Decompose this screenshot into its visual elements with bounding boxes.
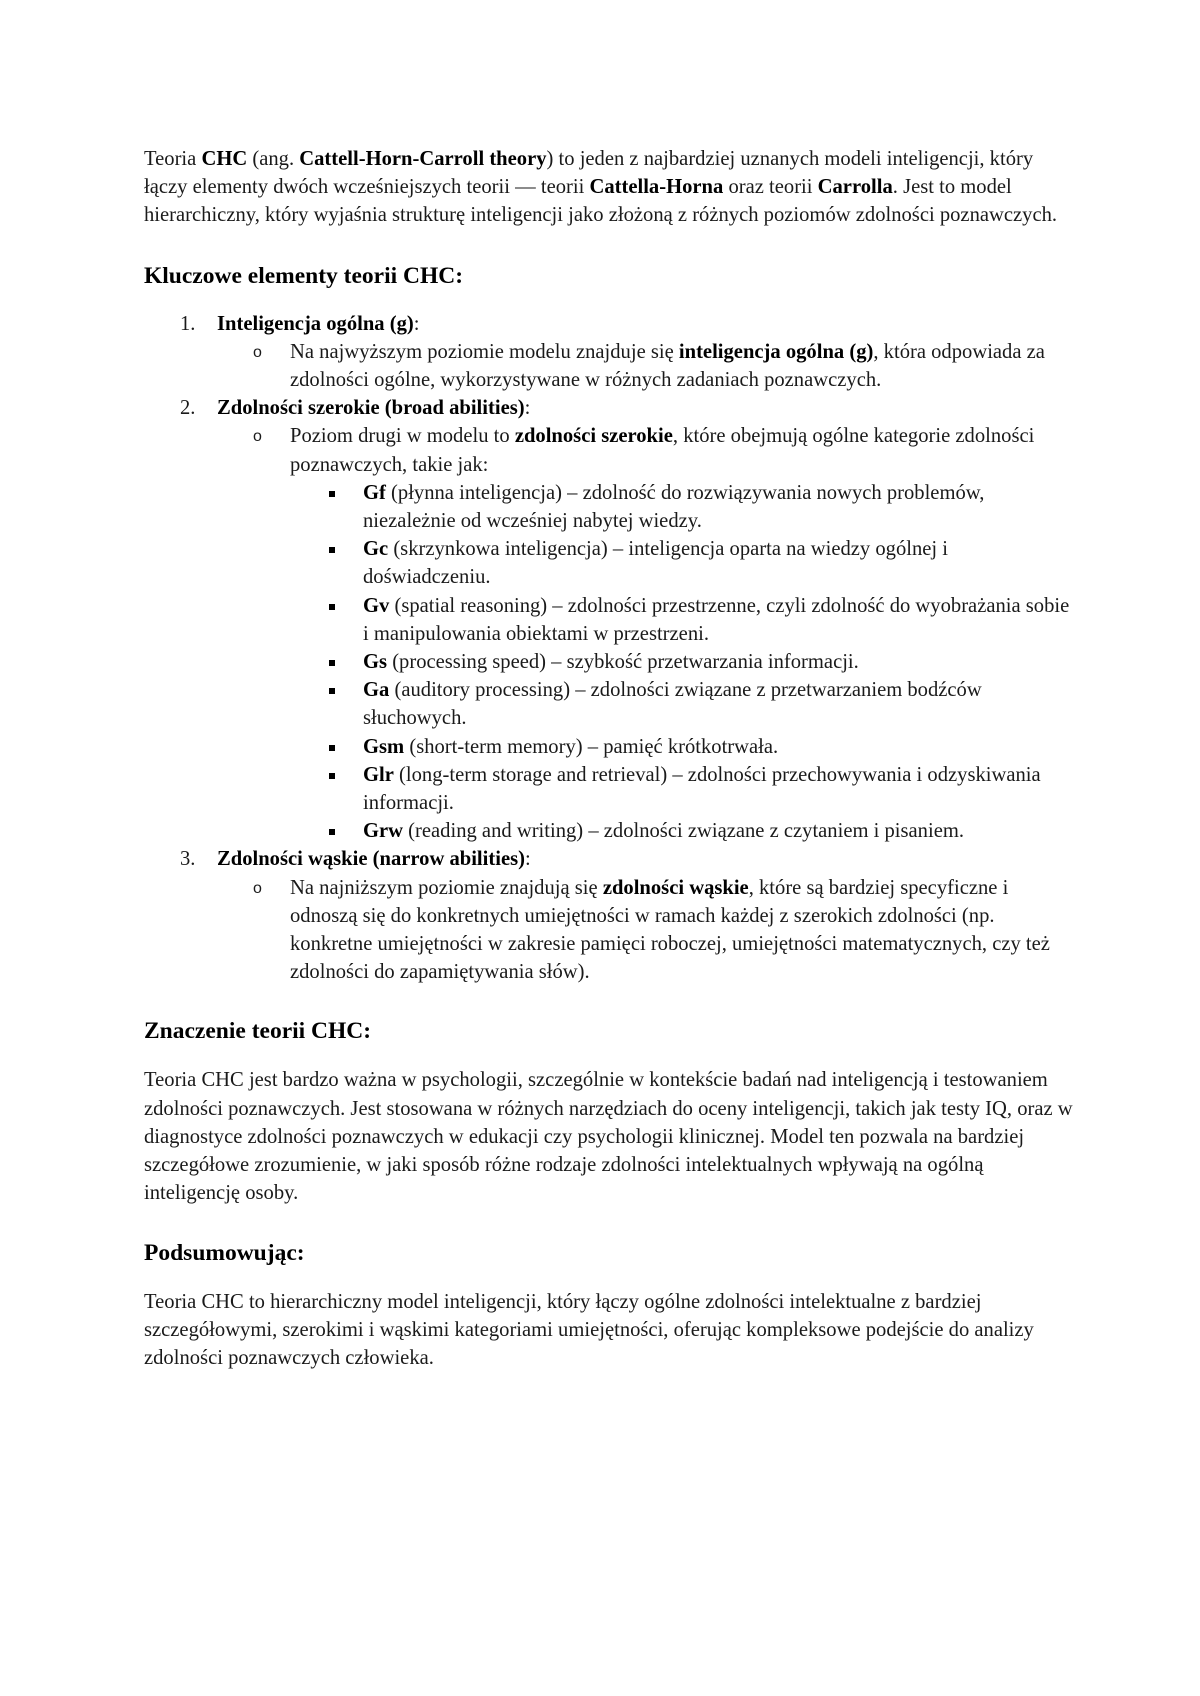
ability-abbr: Ga: [363, 679, 390, 702]
ability-item-ga: [144, 676, 1074, 732]
ability-abbr: Gf: [363, 481, 386, 504]
sub-item: [144, 422, 1074, 478]
list-number: 2.: [180, 397, 196, 420]
ability-item-gs: [144, 648, 1074, 676]
ability-item-glr: [144, 761, 1074, 817]
list-item-title: Zdolności szerokie (broad abilities): [217, 397, 525, 420]
section-heading-key-elements: Kluczowe elementy teorii CHC:: [144, 262, 464, 289]
list-number: 1.: [180, 312, 196, 335]
ability-abbr: Glr: [363, 763, 394, 786]
ability-text: (short-term memory) – pamięć krótkotrwała.: [404, 735, 779, 758]
intro-bold: Cattella-Horna: [589, 176, 724, 199]
sub-item: [144, 338, 1074, 394]
intro-text: Teoria: [144, 148, 202, 170]
ability-text: (płynna inteligencja) – zdolność do rozwiązywania nowych problemów, niezależnie od wcześniej nabytej wiedzy.: [363, 481, 985, 533]
intro-paragraph: [144, 145, 1074, 230]
intro-bold: Cattell-Horn-Carroll theory: [299, 148, 547, 170]
square-bullet-icon: [329, 491, 335, 497]
ability-text: (long-term storage and retrieval) – zdolności przechowywania i odzyskiwania informacji.: [363, 763, 1041, 815]
sub-item-text: Poziom drugi w modelu to: [290, 425, 515, 448]
section-heading-summary: Podsumowując:: [144, 1239, 305, 1266]
square-bullet-icon: [329, 829, 335, 835]
intro-text: (ang.: [247, 148, 300, 170]
ability-abbr: Gv: [363, 594, 390, 617]
ability-text: (spatial reasoning) – zdolności przestrzenne, czyli zdolność do wyobrażania sobie i manipulowania obiektami w przestrzeni.: [363, 594, 1070, 645]
ability-abbr: Gsm: [363, 735, 405, 758]
square-bullet-icon: [329, 688, 335, 694]
ability-text: (reading and writing) – zdolności związane z czytaniem i pisaniem.: [403, 820, 964, 843]
intro-text: ) to jeden z najbardziej uznanych modeli inteligencji, który łączy elementy dwóch wcześniejszych teorii — teorii: [144, 148, 1034, 199]
sub-item-text: , która odpowiada za zdolności ogólne, wykorzystywane w różnych zadaniach poznawczych.: [290, 340, 1045, 392]
ability-item-gsm: [144, 733, 1074, 761]
square-bullet-icon: [329, 660, 335, 666]
list-item-broad-abilities: [144, 394, 1074, 422]
intro-text: oraz teorii: [723, 176, 818, 199]
intro-text: . Jest to model hierarchiczny, który wyjaśnia strukturę inteligencji jako złożoną z różnych poziomów zdolności poznawczych.: [144, 176, 1058, 227]
sub-item-bold: zdolności szerokie: [514, 425, 673, 448]
sub-item-text: , które obejmują ogólne kategorie zdolności poznawczych, takie jak:: [290, 425, 1035, 476]
significance-paragraph: Teoria CHC jest bardzo ważna w psychologii, szczególnie w kontekście badań nad inteligencją i testowaniem zdolności poznawczych. Jest stosowana w różnych narzędziach do oceny inteligencji, takich jak testy IQ, oraz w diagnostyce zdolności poznawczych w edukacji czy psychologii klinicznej. Model ten pozwala na bardziej szczegółowe zrozumienie, w jaki sposób różne rodzaje zdolności intelektualnych wpływają na ogólną inteligencję osoby.: [144, 1069, 1073, 1205]
ability-abbr: Gs: [363, 651, 388, 674]
list-item-title: Inteligencja ogólna (g): [217, 312, 414, 335]
ability-item-gf: [144, 479, 1074, 535]
list-item-colon: :: [524, 848, 531, 871]
square-bullet-icon: [329, 604, 335, 610]
sub-item-bold: zdolności wąskie: [602, 876, 749, 899]
ability-item-grw: [144, 817, 1074, 845]
section-heading-significance: Znaczenie teorii CHC:: [144, 1018, 372, 1045]
list-number: 3.: [180, 848, 196, 871]
sub-item-text: Na najwyższym poziomie modelu znajduje się: [290, 340, 679, 363]
sub-item-text: , które są bardziej specyficzne i odnoszą się do konkretnych umiejętności w ramach każdej z szerokich zdolności (np. konkretne umiejętności w zakresie pamięci roboczej, umiejętności matematycznych, czy też zdolności do zapamiętywania słów).: [290, 876, 1050, 984]
square-bullet-icon: [329, 547, 335, 553]
list-item-colon: :: [524, 397, 531, 420]
circle-bullet-icon: o: [253, 879, 262, 897]
circle-bullet-icon: o: [253, 428, 262, 446]
circle-bullet-icon: o: [253, 343, 262, 361]
ability-text: (processing speed) – szybkość przetwarzania informacji.: [387, 651, 859, 674]
intro-bold: Carrolla: [817, 176, 893, 199]
intro-bold: CHC: [201, 148, 248, 170]
sub-item: [144, 874, 1074, 987]
list-item-general-intelligence: [144, 310, 1074, 338]
list-item-title: Zdolności wąskie (narrow abilities): [217, 848, 525, 871]
key-elements-list: [144, 310, 1074, 987]
document-page: [144, 145, 1074, 1372]
ability-text: (skrzynkowa inteligencja) – inteligencja oparta na wiedzy ogólnej i doświadczeniu.: [363, 538, 949, 589]
ability-item-gc: [144, 535, 1074, 591]
sub-item-bold: inteligencja ogólna (g): [678, 340, 874, 363]
ability-item-gv: [144, 592, 1074, 648]
ability-text: (auditory processing) – zdolności związane z przetwarzaniem bodźców słuchowych.: [363, 679, 982, 730]
square-bullet-icon: [329, 745, 335, 751]
list-item-colon: :: [413, 312, 420, 335]
ability-abbr: Grw: [363, 820, 404, 843]
square-bullet-icon: [329, 773, 335, 779]
summary-paragraph: Teoria CHC to hierarchiczny model inteligencji, który łączy ogólne zdolności intelektualne z bardziej szczegółowymi, szerokimi i wąskimi kategoriami umiejętności, oferując kompleksowe podejście do analizy zdolności poznawczych człowieka.: [144, 1290, 1034, 1369]
sub-item-text: Na najniższym poziomie znajdują się: [290, 876, 603, 899]
ability-abbr: Gc: [363, 538, 389, 561]
list-item-narrow-abilities: [144, 845, 1074, 873]
